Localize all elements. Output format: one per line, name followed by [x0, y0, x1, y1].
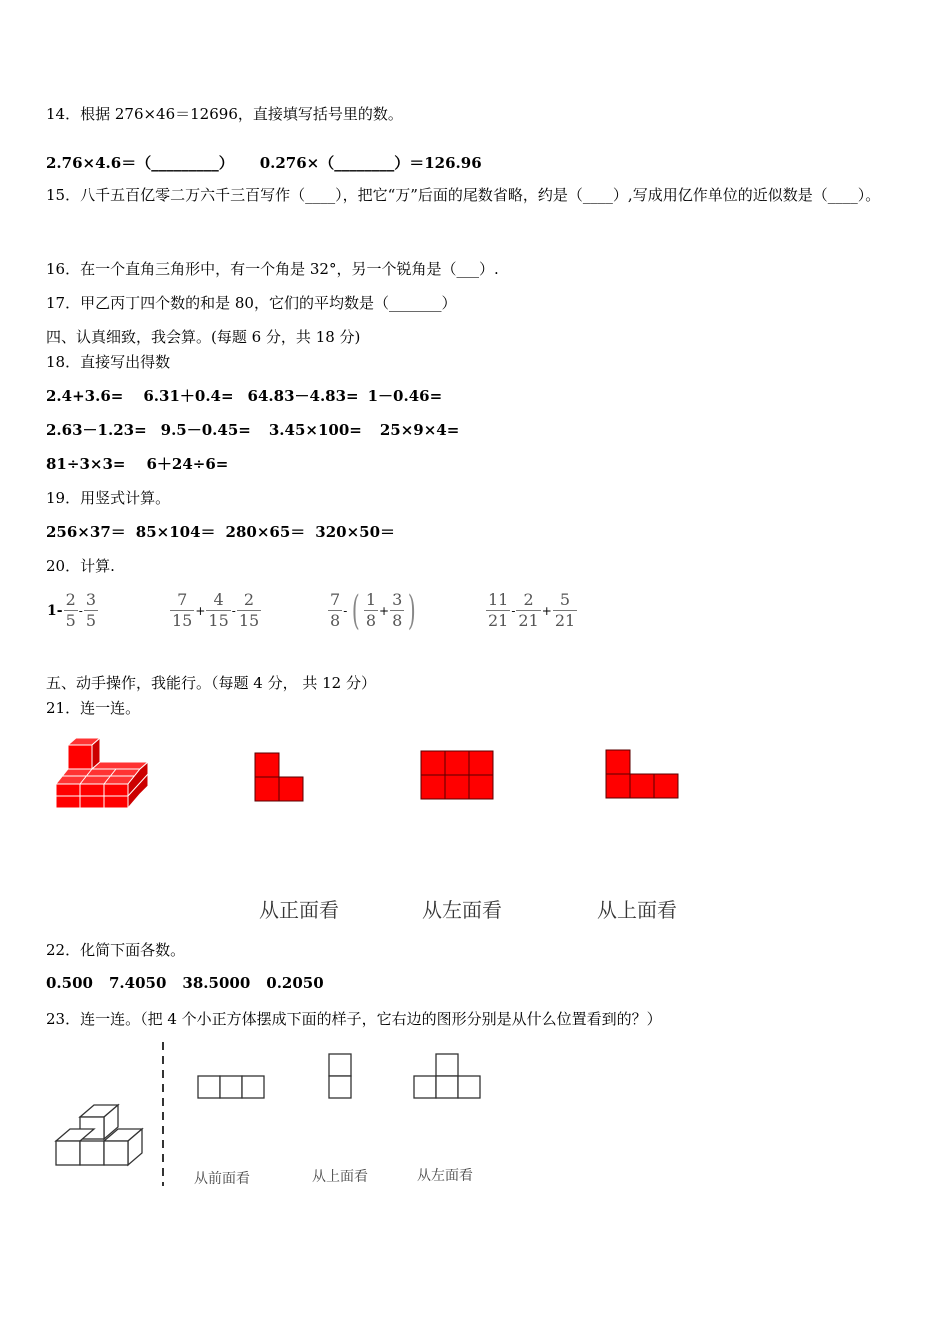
q21-view-rectangle-3x2 [420, 750, 496, 802]
q18-row-3 [46, 453, 228, 474]
q20-expression-3: $\frac{7}{8}$ - ( $\frac{1}{8}$ + $\frac{3}{8}$ ) [330, 587, 417, 634]
q18-item: 64.83－4.83= [247, 387, 359, 405]
q15-text: 15．八千五百亿零二万六千三百写作（____），把它“万”后面的尾数省略，约是（____）,写成用亿作单位的近似数是（____）。 [46, 186, 881, 204]
q16-text: 16．在一个直角三角形中，有一个角是 32°，另一个锐角是（___）. [46, 260, 499, 278]
q21-3d-cube-figure [50, 735, 155, 815]
q14-title: 14．根据 276×46＝12696，直接填写括号里的数。 [46, 105, 403, 123]
q18-item: 1－0.46= [367, 387, 443, 405]
left-paren: ( [352, 587, 360, 634]
q18-item: 6＋24÷6= [146, 455, 229, 473]
section-5-heading: 五、动手操作，我能行。（每题 4 分， 共 12 分） [46, 674, 376, 692]
q23-title: 23．连一连。（把 4 个小正方体摆成下面的样子，它右边的图形分别是从什么位置看到的？） [46, 1010, 662, 1028]
q19-item: 85×104＝ [135, 523, 216, 541]
q18-item: 9.5－0.45= [160, 421, 251, 439]
q18-row-2 [46, 419, 459, 440]
q14-blank-a[interactable]: 2.76×4.6＝（_________） [46, 154, 234, 172]
q23-caption-front: 从前面看 [194, 1171, 250, 1187]
fraction: $\frac{7}{15}$ [172, 590, 193, 630]
fraction: $\frac{11}{21}$ [488, 590, 509, 630]
lead: 1- [47, 602, 63, 619]
q23-view-t-shape [413, 1053, 483, 1101]
fraction: $\frac{2}{21}$ [518, 590, 539, 630]
fraction: $\frac{4}{15}$ [208, 590, 229, 630]
q23-view-column-of-two [328, 1053, 354, 1101]
q22-row [46, 974, 324, 992]
q18-item: 3.45×100= [268, 421, 362, 439]
q22-item: 7.4050 [108, 974, 167, 992]
q18-item: 2.4+3.6= [46, 387, 124, 405]
q17-text: 17．甲乙丙丁四个数的和是 80，它们的平均数是（_______） [46, 294, 457, 312]
q20-title: 20．计算. [46, 557, 115, 575]
q20-expression-1: 1- $\frac{2}{5}$ - $\frac{3}{5}$ [47, 590, 96, 630]
fraction: $\frac{7}{8}$ [330, 590, 341, 630]
q21-view-l-shape-small [254, 752, 306, 804]
q22-item: 0.500 [46, 974, 93, 992]
q21-caption-left: 从左面看 [422, 898, 502, 922]
fraction: $\frac{2}{5}$ [65, 590, 76, 630]
q22-item: 0.2050 [266, 974, 324, 992]
right-paren: ) [408, 587, 417, 634]
q21-caption-front: 从正面看 [259, 898, 339, 922]
q19-title: 19．用竖式计算。 [46, 489, 171, 507]
q18-row-1 [46, 385, 442, 406]
q18-item: 2.63－1.23= [46, 421, 147, 439]
q22-title: 22．化简下面各数。 [46, 941, 186, 959]
fraction: $\frac{1}{8}$ [365, 590, 377, 630]
q23-caption-top: 从上面看 [312, 1169, 368, 1185]
q18-title: 18．直接写出得数 [46, 353, 171, 371]
q21-view-l-shape-long [605, 749, 681, 801]
q18-item: 81÷3×3= [46, 455, 126, 473]
q19-item: 256×37＝ [46, 523, 126, 541]
q21-caption-top: 从上面看 [597, 898, 677, 922]
q18-item: 25×9×4= [379, 421, 460, 439]
fraction: $\frac{3}{8}$ [392, 590, 403, 630]
q23-caption-left: 从左面看 [417, 1168, 473, 1184]
q19-item: 320×50＝ [315, 523, 396, 541]
fraction: $\frac{5}{21}$ [554, 590, 576, 630]
q14-line [46, 152, 482, 173]
q19-item: 280×65＝ [225, 523, 306, 541]
q22-item: 38.5000 [182, 974, 251, 992]
fraction: $\frac{2}{15}$ [238, 590, 260, 630]
section-4-heading: 四、认真细致，我会算。(每题 6 分，共 18 分) [46, 328, 361, 346]
q14-blank-b[interactable]: 0.276×（________）＝126.96 [259, 154, 482, 172]
q20-expression-2: $\frac{7}{15}$ + $\frac{4}{15}$ - $\frac{2}{15}$ [172, 590, 260, 630]
q23-dashed-divider [158, 1040, 168, 1188]
q23-view-row-of-three [197, 1075, 267, 1101]
q18-item: 6.31＋0.4= [143, 387, 234, 405]
fraction: $\frac{3}{5}$ [85, 590, 96, 630]
q23-3d-cube-figure [52, 1098, 150, 1172]
q21-title: 21．连一连。 [46, 699, 141, 717]
q20-expression-4: $\frac{11}{21}$ - $\frac{2}{21}$ + $\frac{5}{21}$ [488, 590, 576, 630]
q19-row [46, 521, 395, 542]
